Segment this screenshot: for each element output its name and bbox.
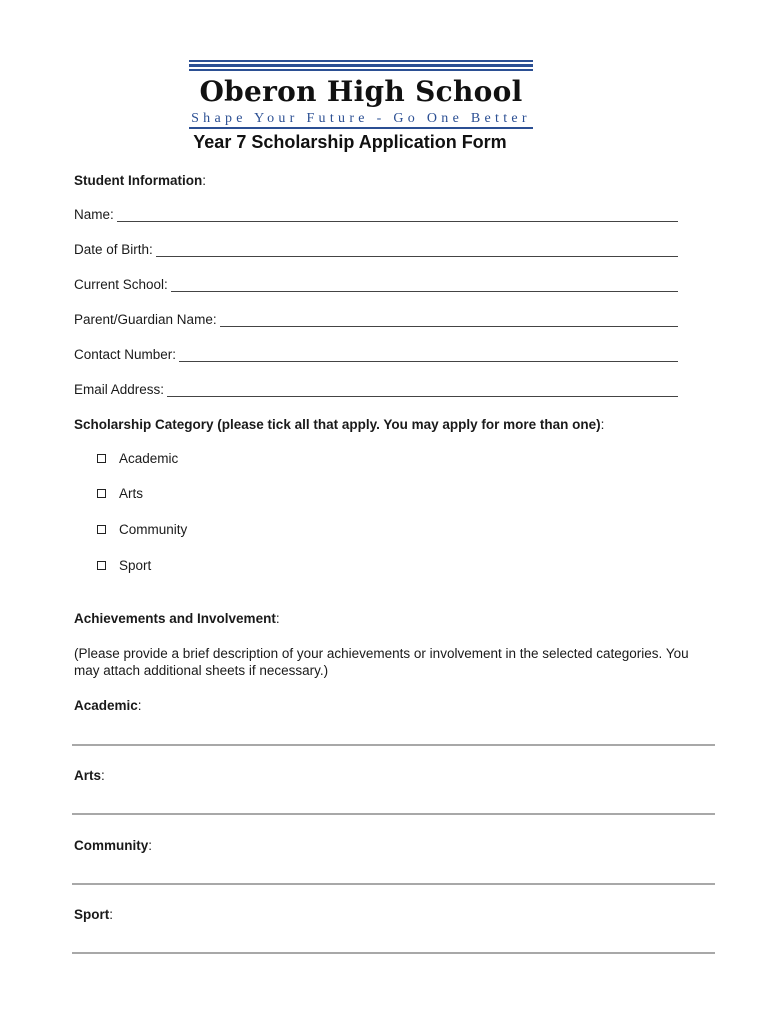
achievements-instructions: (Please provide a brief description of your achievements or involvement in the selected categories. You may attach additional sheets if necessary.) [74, 646, 689, 678]
option-sport[interactable] [97, 558, 151, 573]
email-label: Email Address: [74, 382, 165, 397]
contact-number-field[interactable] [74, 347, 678, 362]
guardian-name-label: Parent/Guardian Name: [74, 312, 217, 327]
dob-input-line[interactable] [156, 244, 678, 257]
name-input-line[interactable] [117, 209, 678, 222]
option-academic-label: Academic [119, 451, 179, 466]
current-school-label: Current School: [74, 277, 168, 292]
school-logo [189, 60, 533, 130]
achievement-sport-label: Sport: [74, 907, 114, 922]
logo-underline [189, 127, 533, 129]
dob-label: Date of Birth: [74, 242, 153, 257]
achievement-academic-label: Academic: [74, 698, 142, 713]
achievement-arts-input-line[interactable] [72, 813, 715, 815]
guardian-name-field[interactable] [74, 312, 678, 327]
checkbox-academic[interactable] [97, 454, 106, 463]
email-field[interactable] [74, 382, 678, 397]
achievement-sport-input-line[interactable] [72, 952, 715, 954]
scholarship-category-heading: Scholarship Category (please tick all that apply. You may apply for more than one): [74, 417, 605, 432]
dob-field[interactable] [74, 242, 678, 257]
contact-number-label: Contact Number: [74, 347, 177, 362]
option-sport-label: Sport [119, 558, 152, 573]
option-arts-label: Arts [119, 486, 144, 501]
current-school-input-line[interactable] [171, 279, 678, 292]
student-info-heading: Student Information: [74, 173, 207, 188]
achievement-community-input-line[interactable] [72, 883, 715, 885]
achievement-community-label: Community: [74, 838, 153, 853]
option-arts[interactable] [97, 486, 143, 501]
checkbox-sport[interactable] [97, 561, 106, 570]
school-tagline: Shape Your Future - Go One Better [191, 111, 531, 126]
contact-number-input-line[interactable] [179, 349, 678, 362]
form-title: Year 7 Scholarship Application Form [193, 132, 507, 152]
option-community[interactable] [97, 522, 187, 537]
option-academic[interactable] [97, 451, 178, 466]
checkbox-community[interactable] [97, 525, 106, 534]
achievement-academic-input-line[interactable] [72, 744, 715, 746]
achievement-arts-label: Arts: [74, 768, 105, 783]
achievements-heading: Achievements and Involvement: [74, 611, 280, 626]
guardian-name-input-line[interactable] [220, 314, 678, 327]
checkbox-arts[interactable] [97, 489, 106, 498]
option-community-label: Community [119, 522, 188, 537]
logo-stripes [189, 60, 533, 73]
school-name: Oberon High School [199, 75, 523, 108]
email-input-line[interactable] [167, 384, 678, 397]
name-field[interactable] [74, 207, 678, 222]
current-school-field[interactable] [74, 277, 678, 292]
name-label: Name: [74, 207, 114, 222]
